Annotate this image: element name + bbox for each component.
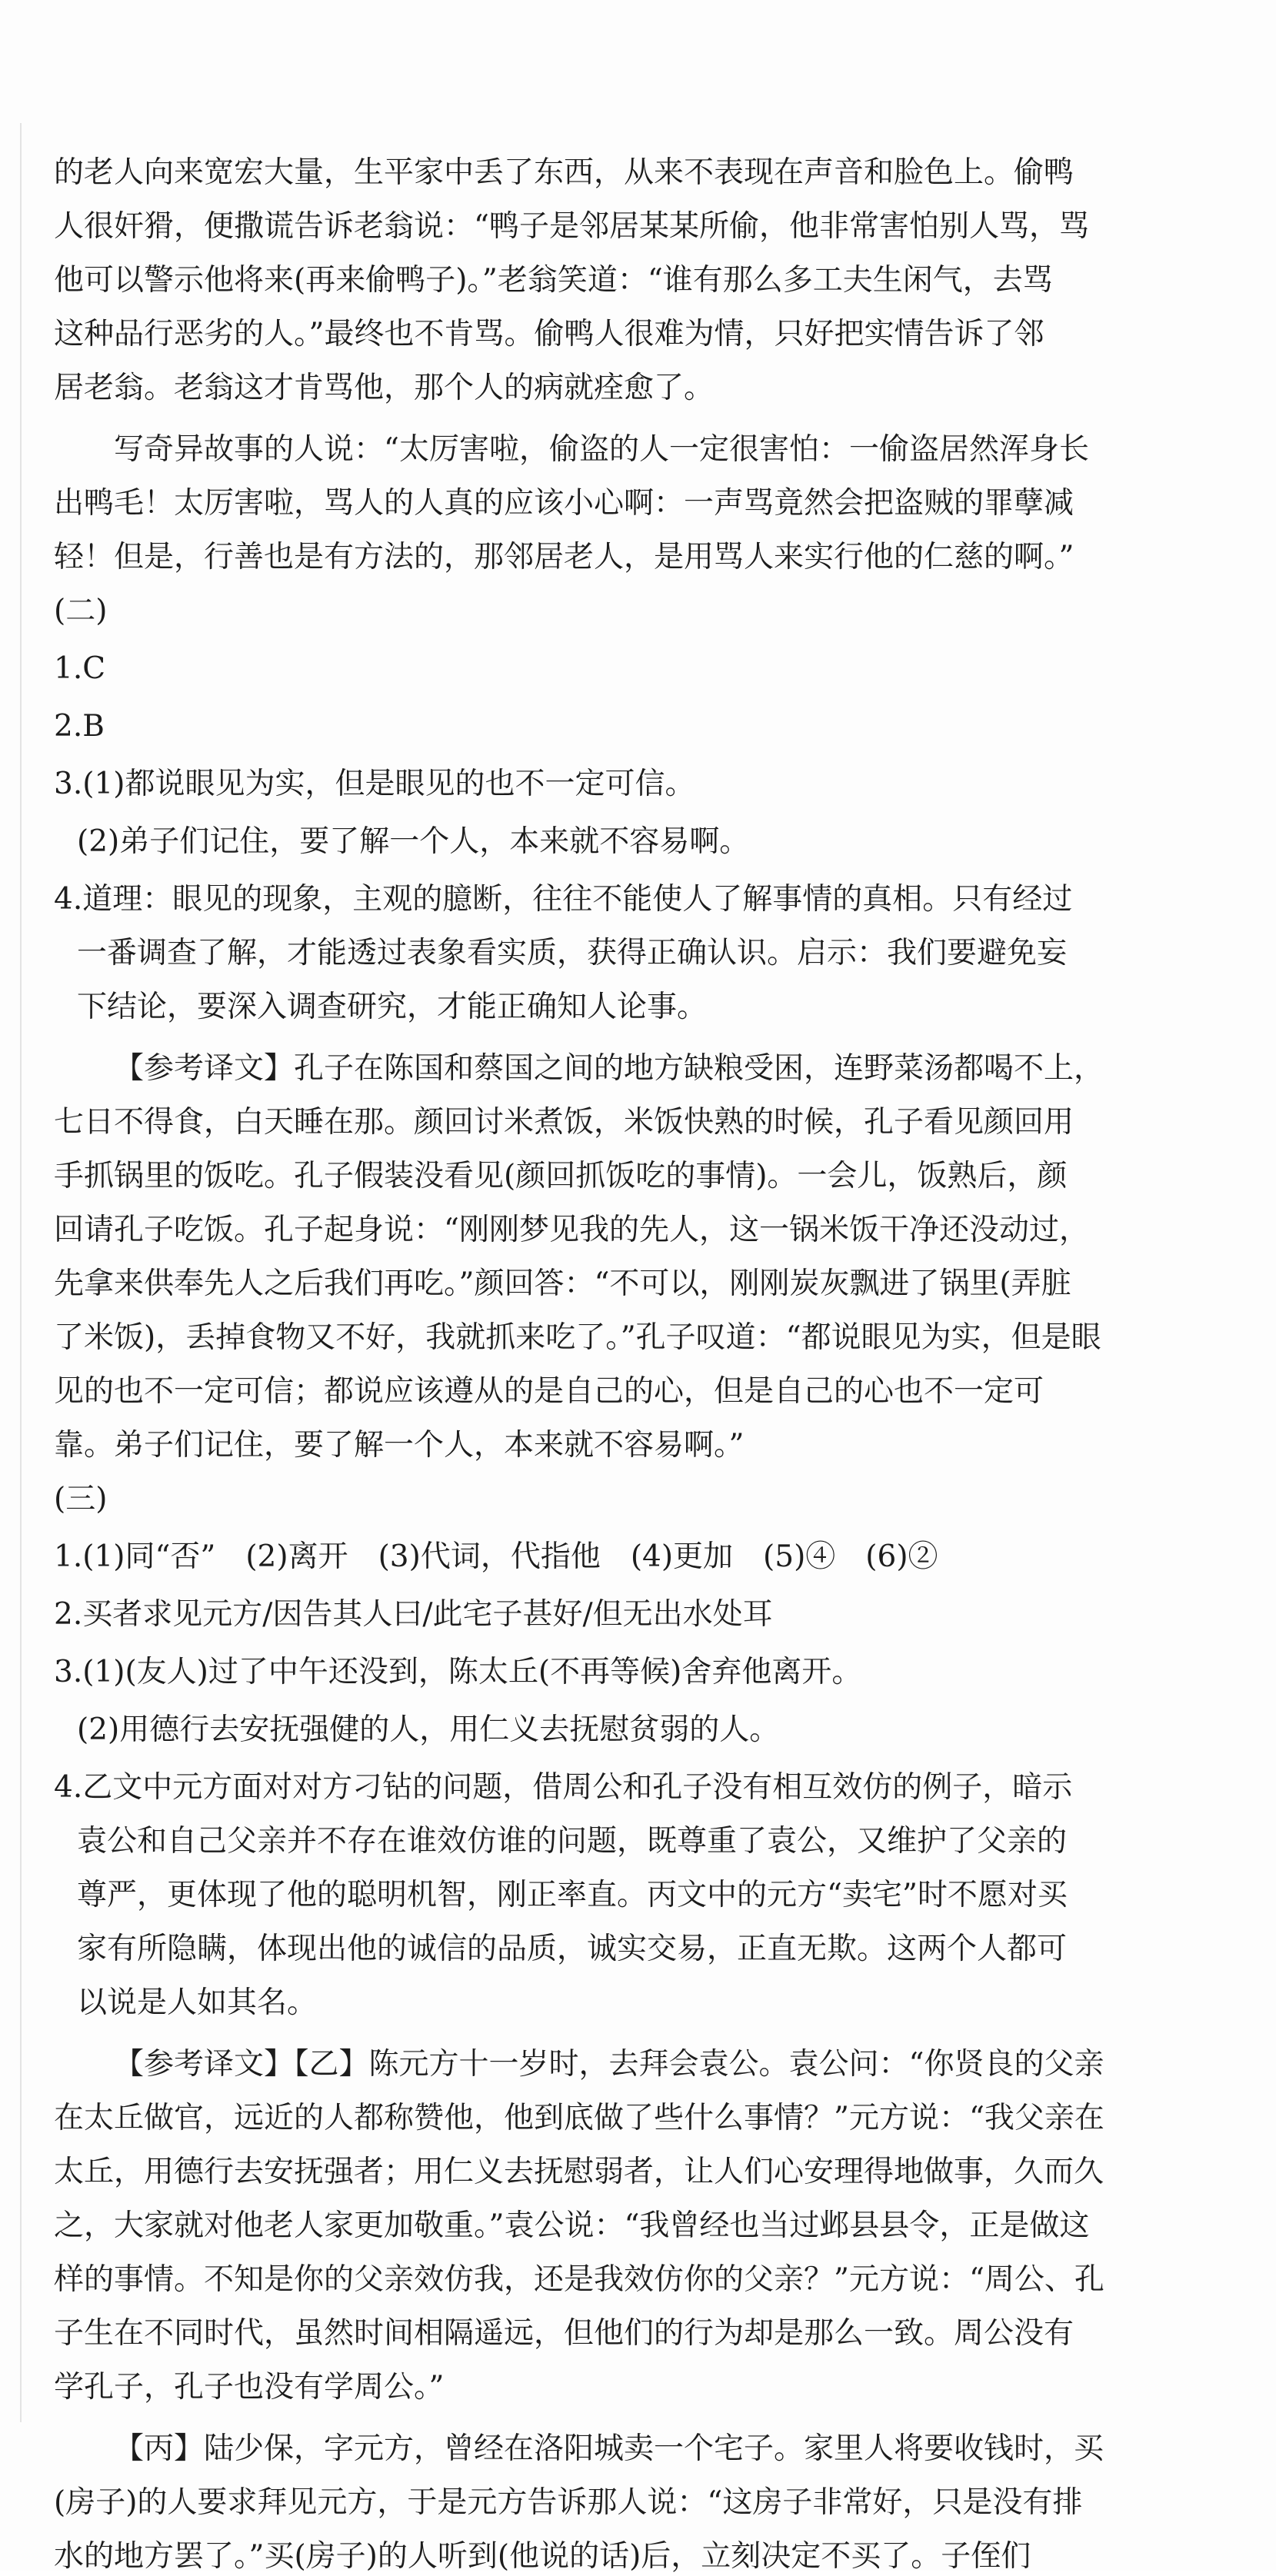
text-line: 学孔子，孔子也没有学周公。” bbox=[54, 2370, 445, 2405]
answer-2: 2.买者求见元方/因告其人曰/此宅子甚好/但无出水处耳 bbox=[54, 1597, 773, 1632]
text-line: 这种品行恶劣的人。”最终也不肯骂。偷鸭人很难为情，只好把实情告诉了邻 bbox=[54, 317, 1044, 351]
text-line: 太丘，用德行去安抚强者；用仁义去抚慰弱者，让人们心安理得地做事，久而久 bbox=[54, 2155, 1104, 2189]
text-line: 他可以警示他将来(再来偷鸭子)。”老翁笑道：“谁有那么多工夫生闲气，去骂 bbox=[54, 263, 1053, 298]
text-line: 之，大家就对他老人家更加敬重。”袁公说：“我曾经也当过邺县县令，正是做这 bbox=[54, 2208, 1090, 2243]
text-line: 了米饭)，丢掉食物又不好，我就抓来吃了。”孔子叹道：“都说眼见为实，但是眼 bbox=[54, 1320, 1101, 1355]
text-line: 出鸭毛！太厉害啦，骂人的人真的应该小心啊：一声骂竟然会把盗贼的罪孽减 bbox=[54, 486, 1074, 521]
answer-3-2: (2)弟子们记住，要了解一个人，本来就不容易啊。 bbox=[77, 824, 750, 859]
text-line: 居老翁。老翁这才肯骂他，那个人的病就痊愈了。 bbox=[54, 371, 715, 405]
text-line: 见的也不一定可信；都说应该遵从的是自己的心，但是自己的心也不一定可 bbox=[54, 1374, 1044, 1409]
answer-3-1: 3.(1)(友人)过了中午还没到，陈太丘(不再等候)舍弃他离开。 bbox=[54, 1655, 862, 1689]
text-line: 袁公和自己父亲并不存在谁效仿谁的问题，既尊重了袁公，又维护了父亲的 bbox=[77, 1824, 1068, 1859]
section-heading-3: (三) bbox=[54, 1482, 108, 1516]
text-line: 样的事情。不知是你的父亲效仿我，还是我效仿你的父亲？”元方说：“周公、孔 bbox=[54, 2262, 1104, 2297]
answer-3-2: (2)用德行去安抚强健的人，用仁义去抚慰贫弱的人。 bbox=[77, 1712, 780, 1747]
answer-3-1: 3.(1)都说眼见为实，但是眼见的也不一定可信。 bbox=[54, 767, 695, 801]
text-line: 水的地方罢了。”买(房子)的人听到(他说的话)后，立刻决定不买了。子侄们 bbox=[54, 2539, 1031, 2574]
answer-4: 4.乙文中元方面对对方刁钻的问题，借周公和孔子没有相互效仿的例子，暗示 bbox=[54, 1770, 1073, 1805]
text-line: 尊严，更体现了他的聪明机智，刚正率直。丙文中的元方“卖宅”时不愿对买 bbox=[77, 1878, 1068, 1912]
answer-4: 4.道理：眼见的现象，主观的臆断，往往不能使人了解事情的真相。只有经过 bbox=[54, 882, 1073, 917]
text-line: 七日不得食，白天睡在那。颜回讨米煮饭，米饭快熟的时候，孔子看见颜回用 bbox=[54, 1105, 1074, 1140]
reference-translation: 【参考译文】【乙】陈元方十一岁时，去拜会袁公。袁公问：“你贤良的父亲 bbox=[114, 2047, 1104, 2082]
text-line: 【丙】陆少保，字元方，曾经在洛阳城卖一个宅子。家里人将要收钱时，买 bbox=[114, 2431, 1104, 2466]
text-line: 轻！但是，行善也是有方法的，那邻居老人，是用骂人来实行他的仁慈的啊。” bbox=[54, 540, 1074, 574]
binding-margin-line bbox=[20, 123, 22, 2422]
section-heading-2: (二) bbox=[54, 594, 108, 628]
text-line: 先拿来供奉先人之后我们再吃。”颜回答：“不可以，刚刚炭灰飘进了锅里(弄脏 bbox=[54, 1266, 1071, 1301]
text-line: 一番调查了解，才能透过表象看实质，获得正确认识。启示：我们要避免妄 bbox=[77, 936, 1068, 970]
answer-2: 2.B bbox=[54, 709, 105, 744]
text-line: 下结论，要深入调查研究，才能正确知人论事。 bbox=[77, 990, 708, 1024]
answer-1: 1.C bbox=[54, 651, 106, 686]
text-line: 在太丘做官，远近的人都称赞他，他到底做了些什么事情？”元方说：“我父亲在 bbox=[54, 2101, 1104, 2135]
text-line: 以说是人如其名。 bbox=[77, 1985, 318, 2020]
text-line: (房子)的人要求拜见元方，于是元方告诉那人说：“这房子非常好，只是没有排 bbox=[54, 2485, 1083, 2520]
text-line: 回请孔子吃饭。孔子起身说：“刚刚梦见我的先人，这一锅米饭干净还没动过， bbox=[54, 1213, 1089, 1247]
text-line: 人很奸猾，便撒谎告诉老翁说：“鸭子是邻居某某所偷，他非常害怕别人骂，骂 bbox=[54, 209, 1089, 244]
reference-translation: 【参考译文】孔子在陈国和蔡国之间的地方缺粮受困，连野菜汤都喝不上， bbox=[114, 1051, 1104, 1086]
text-line: 子生在不同时代，虽然时间相隔遥远，但他们的行为却是那么一致。周公没有 bbox=[54, 2316, 1074, 2351]
text-line: 家有所隐瞒，体现出他的诚信的品质，诚实交易，正直无欺。这两个人都可 bbox=[77, 1932, 1068, 1966]
text-line: 写奇异故事的人说：“太厉害啦，偷盗的人一定很害怕：一偷盗居然浑身长 bbox=[114, 432, 1089, 467]
text-line: 的老人向来宽宏大量，生平家中丢了东西，从来不表现在声音和脸色上。偷鸭 bbox=[54, 155, 1074, 190]
text-line: 靠。弟子们记住，要了解一个人，本来就不容易啊。” bbox=[54, 1428, 745, 1463]
answer-1: 1.(1)同“否” (2)离开 (3)代词，代指他 (4)更加 (5)④ (6)② bbox=[54, 1539, 938, 1574]
text-line: 手抓锅里的饭吃。孔子假装没看见(颜回抓饭吃的事情)。一会儿，饭熟后，颜 bbox=[54, 1159, 1068, 1193]
